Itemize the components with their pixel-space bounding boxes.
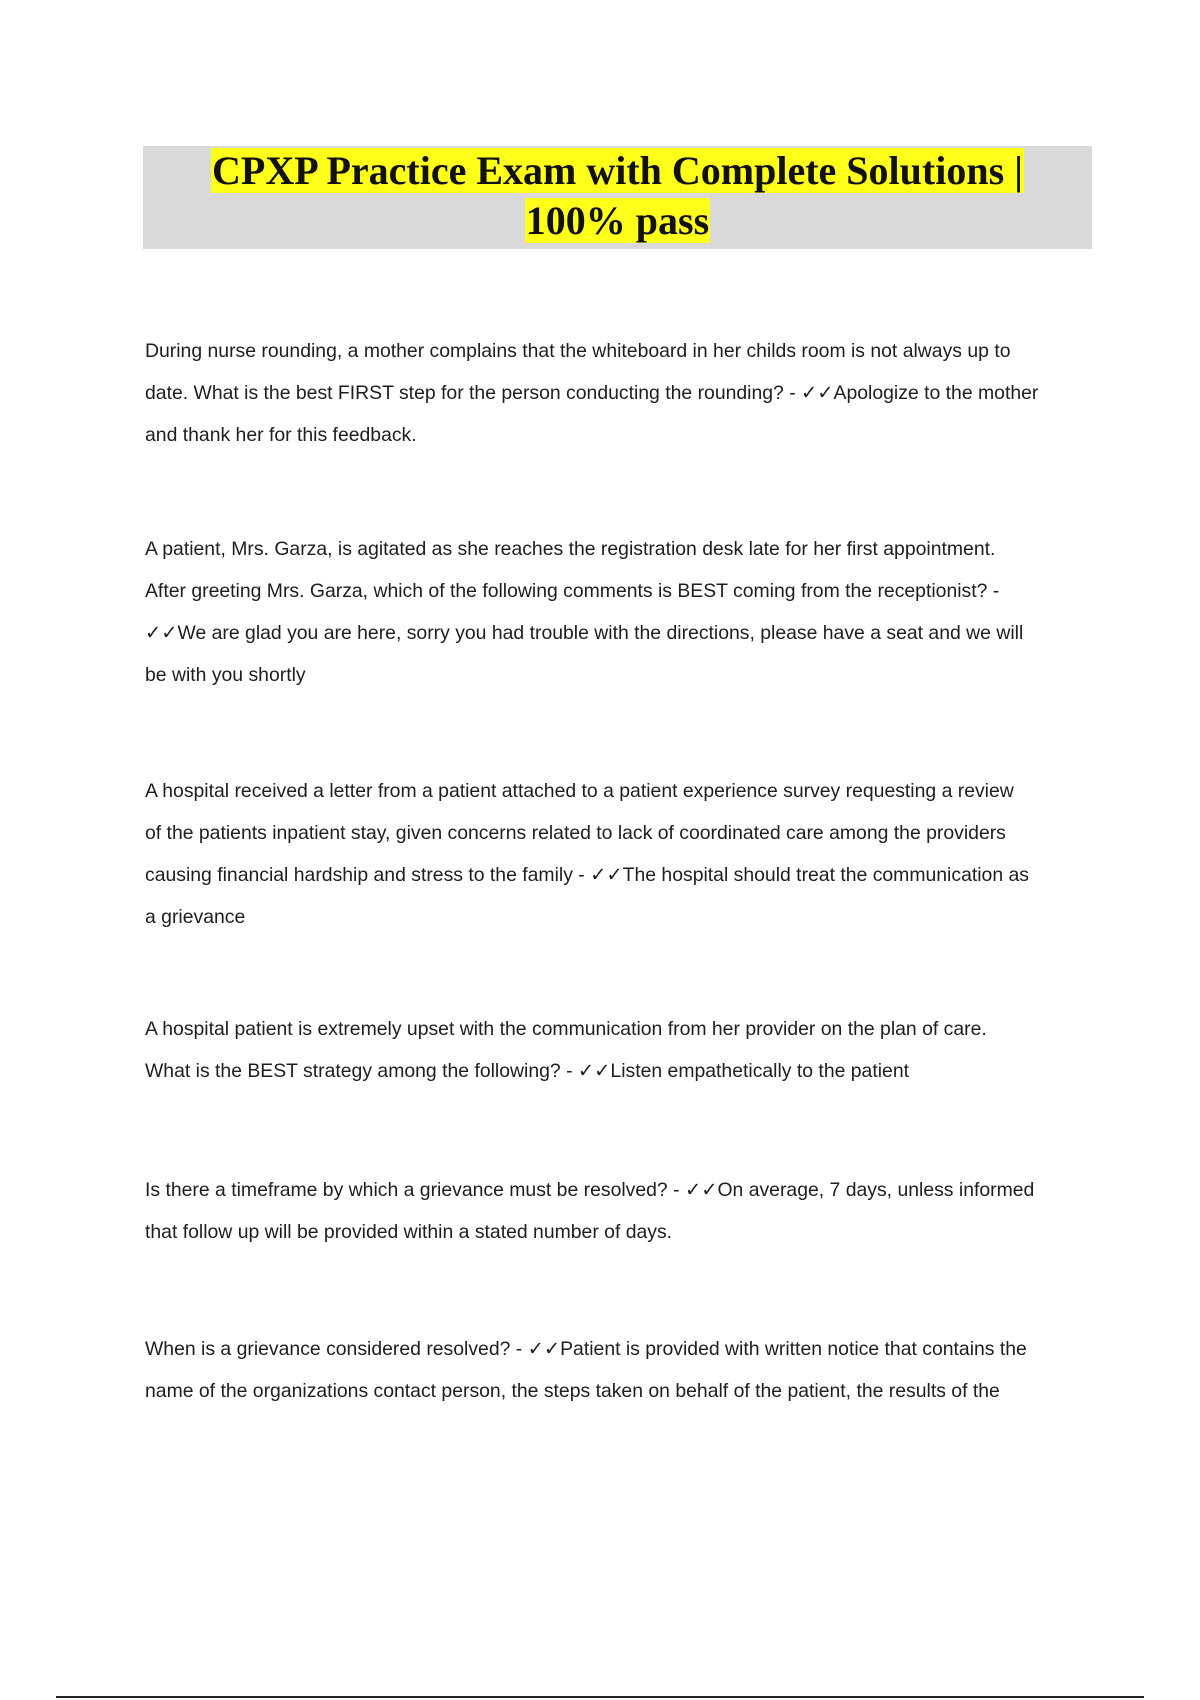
qa-line: During nurse rounding, a mother complains that the whiteboard in her childs room is not always up to [145,340,1011,362]
page-bottom-rule [56,1696,1144,1698]
qa-line: be with you shortly [145,664,306,686]
qa-line: ✓✓We are glad you are here, sorry you had trouble with the directions, please have a seat and we will [145,622,1024,644]
qa-item-5 [145,1169,1085,1253]
document-title-block [143,146,1092,249]
title-highlight-2: 100% pass [525,198,710,243]
document-title-line-1 [143,146,1092,196]
qa-line: of the patients inpatient stay, given concerns related to lack of coordinated care among the providers [145,822,1006,844]
qa-line: a grievance [145,906,246,928]
qa-line: A patient, Mrs. Garza, is agitated as she reaches the registration desk late for her first appointment. [145,538,996,560]
qa-line: name of the organizations contact person, the steps taken on behalf of the patient, the results of the [145,1380,1000,1402]
qa-line: causing financial hardship and stress to the family - ✓✓The hospital should treat the communication as [145,864,1029,886]
qa-item-4 [145,1008,1085,1092]
qa-line: that follow up will be provided within a stated number of days. [145,1221,673,1243]
qa-line: date. What is the best FIRST step for the person conducting the rounding? - ✓✓Apologize to the mother [145,382,1039,404]
qa-line: What is the BEST strategy among the following? - ✓✓Listen empathetically to the patient [145,1060,909,1082]
qa-line: After greeting Mrs. Garza, which of the following comments is BEST coming from the receptionist? - [145,580,1000,602]
qa-item-1 [145,330,1085,456]
qa-item-3 [145,770,1085,938]
qa-line: A hospital patient is extremely upset with the communication from her provider on the plan of care. [145,1018,987,1040]
qa-line: Is there a timeframe by which a grievance must be resolved? - ✓✓On average, 7 days, unless informed [145,1179,1035,1201]
document-title-line-2 [143,196,1092,246]
qa-item-2 [145,528,1085,696]
qa-item-6 [145,1328,1085,1412]
qa-line: and thank her for this feedback. [145,424,417,446]
qa-line: When is a grievance considered resolved? - ✓✓Patient is provided with written notice that contains the [145,1338,1027,1360]
qa-line: A hospital received a letter from a patient attached to a patient experience survey requesting a review [145,780,1014,802]
title-highlight-1: CPXP Practice Exam with Complete Solutions | [212,148,1023,193]
